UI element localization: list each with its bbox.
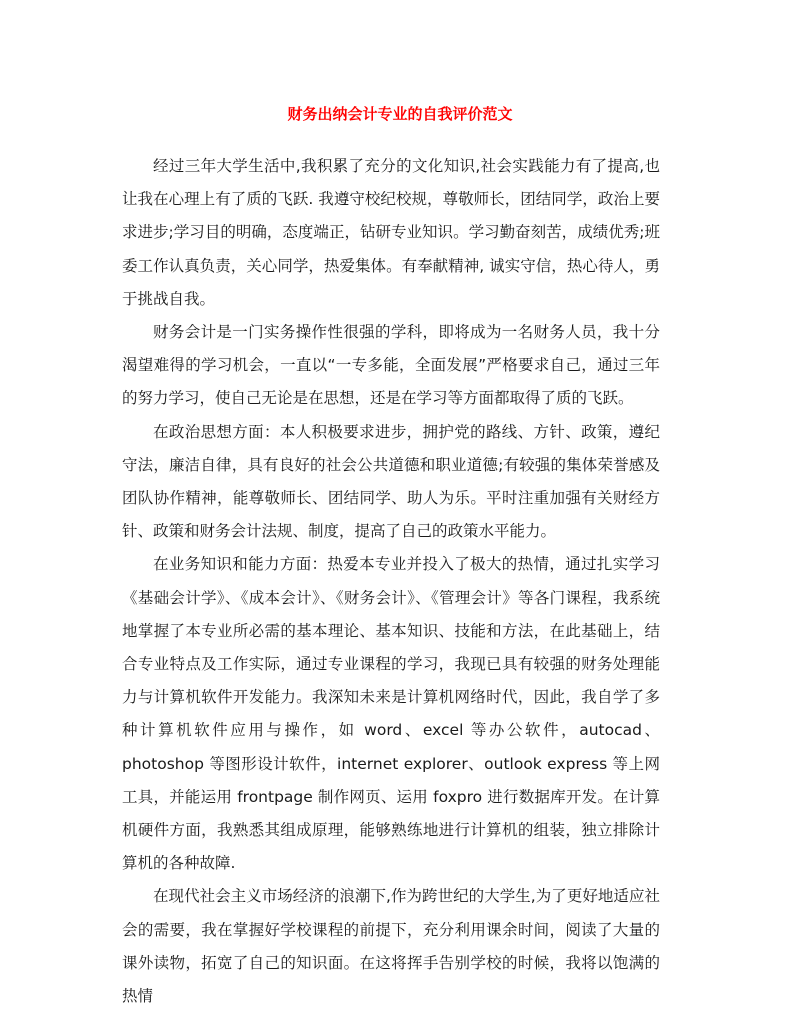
paragraph: 财务会计是一门实务操作性很强的学科，即将成为一名财务人员，我十分渴望难得的学习机会，一直以“一专多能，全面发展”严格要求自己，通过三年的努力学习，使自己无论是在思想，还是在学习等方面都取得了质的飞跃。 [122,323,660,408]
document-body [122,150,660,1013]
document-title: 财务出纳会计专业的自我评价范文 [287,105,513,123]
paragraph: 在业务知识和能力方面：热爱本专业并投入了极大的热情，通过扎实学习《基础会计学》、《成本会计》、《财务会计》、《管理会计》等各门课程，我系统地掌握了本专业所必需的基本理论、基本知识、技能和方法，在此基础上，结合专业特点及工作实际，通过专业课程的学习，我现已具有较强的财务处理能力与计算机软件开发能力。我深知未来是计算机网络时代，因此，我自学了多种计算机软件应用与操作，如 word、excel 等办公软件，autocad、photoshop 等图形设计软件，internet explorer、outlook express 等上网工具，并能运用 frontpage 制作网页、运用 foxpro 进行数据库开发。在计算机硬件方面，我熟悉其组成原理，能够熟练地进行计算机的组装，独立排除计算机的各种故障. [122,555,660,873]
paragraph: 在现代社会主义市场经济的浪潮下,作为跨世纪的大学生,为了更好地适应社会的需要，我在掌握好学校课程的前提下，充分利用课余时间，阅读了大量的课外读物，拓宽了自己的知识面。在这将挥手告别学校的时候，我将以饱满的热情 [122,887,660,1006]
paragraph: 经过三年大学生活中,我积累了充分的文化知识,社会实践能力有了提高,也让我在心理上有了质的飞跃. 我遵守校纪校规，尊敬师长，团结同学，政治上要求进步;学习目的明确，态度端正，钻研专业知识。学习勤奋刻苦，成绩优秀;班委工作认真负责，关心同学，热爱集体。有奉献精神, 诚实守信，热心待人，勇于挑战自我。 [122,157,660,308]
paragraph: 在政治思想方面：本人积极要求进步，拥护党的路线、方针、政策，遵纪守法，廉洁自律，具有良好的社会公共道德和职业道德;有较强的集体荣誉感及团队协作精神，能尊敬师长、团结同学、助人为乐。平时注重加强有关财经方针、政策和财务会计法规、制度，提高了自己的政策水平能力。 [122,422,660,541]
